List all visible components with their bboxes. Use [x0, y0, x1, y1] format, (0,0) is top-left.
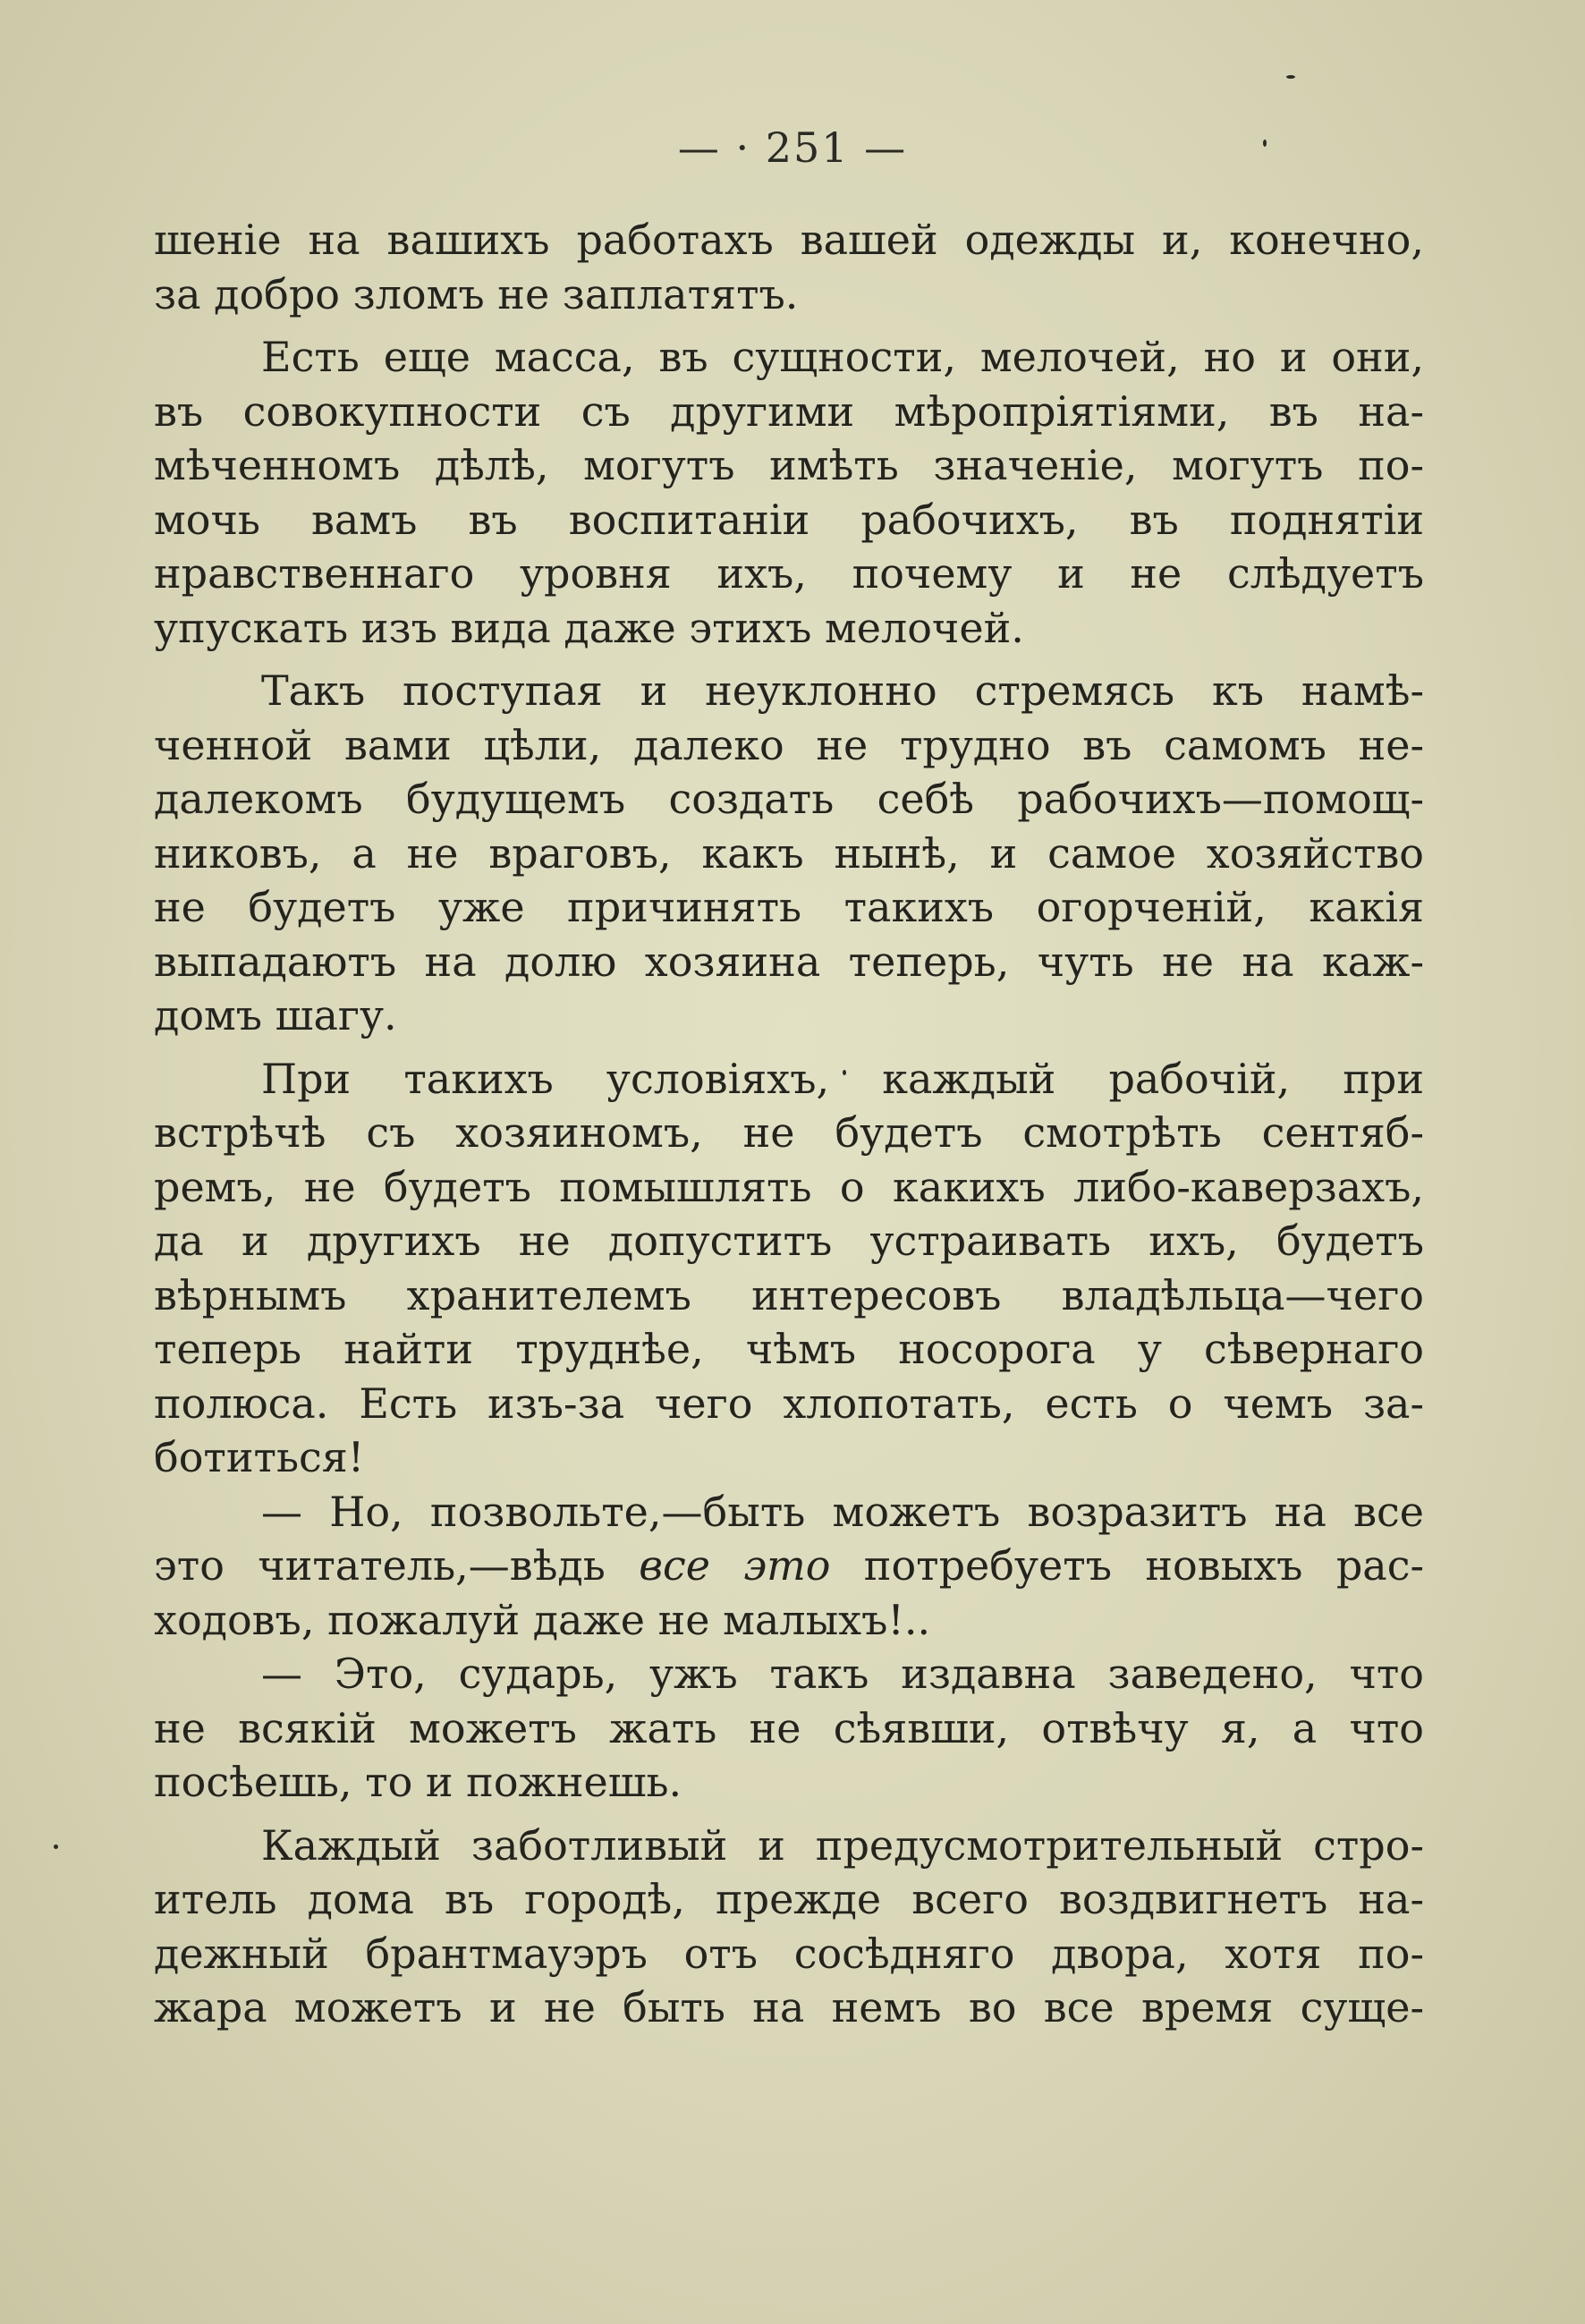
text-line: ченной вами цѣли, далеко не трудно въ самомъ не- [154, 720, 1424, 769]
text-line: никовъ, а не враговъ, какъ нынѣ, и самое хозяйство [154, 828, 1424, 878]
text-line: вѣрнымъ хранителемъ интересовъ владѣльца—чего [154, 1270, 1424, 1319]
page-number: — · 251 — [677, 123, 908, 172]
text-line: шеніе на вашихъ работахъ вашей одежды и, конечно, [154, 216, 1424, 264]
text-line: Каждый заботливый и предусмотрительный стро- [261, 1820, 1424, 1870]
line-end: потребуетъ новыхъ рас- [830, 1541, 1424, 1590]
text-line: не всякій можетъ жать не сѣявши, отвѣчу я, а что [154, 1703, 1424, 1752]
text-line: упускать изъ вида даже этихъ мелочей. [154, 603, 1024, 652]
text-line: посѣешь, то и пожнешь. [154, 1758, 682, 1806]
text-line: Такъ поступая и неуклонно стремясь къ намѣ- [261, 666, 1424, 715]
paragraph-6 [154, 1647, 1424, 1810]
paragraph-5 [154, 1485, 1424, 1648]
ink-speck [1286, 75, 1295, 79]
text-line: не будетъ уже причинять такихъ огорченій, какія [154, 883, 1424, 931]
text-line: домъ шагу. [154, 991, 397, 1039]
text-line: ходовъ, пожалуй даже не малыхъ!.. [154, 1595, 931, 1644]
paragraph-4 [154, 1052, 1424, 1485]
text-line: мочь вамъ въ воспитаніи рабочихъ, въ поднятіи [154, 495, 1424, 544]
text-line: да и другихъ не допуститъ устраивать ихъ, будетъ [154, 1217, 1424, 1265]
text-line: дежный брантмауэръ отъ сосѣдняго двора, хотя по- [154, 1929, 1424, 1978]
line-start: это читатель,—вѣдь [154, 1541, 640, 1590]
text-line: мѣченномъ дѣлѣ, могутъ имѣть значеніе, могутъ по- [154, 441, 1424, 489]
text-line [154, 1539, 1424, 1593]
paragraph-2 [154, 330, 1424, 655]
text-line: выпадаютъ на долю хозяина теперь, чуть не на каж- [154, 937, 1424, 986]
ink-speck [54, 1845, 58, 1849]
text-line: жара можетъ и не быть на немъ во все время суще- [154, 1983, 1424, 2031]
italic-phrase: все это [639, 1541, 831, 1590]
text-line: теперь найти труднѣе, чѣмъ носорога у сѣвернаго [154, 1325, 1424, 1373]
text-line: нравственнаго уровня ихъ, почему и не слѣдуетъ [154, 549, 1424, 598]
text-line: полюса. Есть изъ-за чего хлопотать, есть о чемъ за- [154, 1378, 1424, 1428]
text-line: Есть еще масса, въ сущности, мелочей, но и они, [261, 333, 1424, 381]
text-line: за добро зломъ не заплатятъ. [154, 269, 799, 318]
paragraph-1 [154, 213, 1424, 321]
text-line: ботиться! [154, 1433, 365, 1481]
text-line: При такихъ условіяхъ, каждый рабочій, при [261, 1054, 1424, 1103]
text-line: ремъ, не будетъ помышлять о какихъ либо-каверзахъ, [154, 1162, 1424, 1211]
text-line: — Это, сударь, ужъ такъ издавна заведено, что [261, 1650, 1424, 1698]
text-line: встрѣчѣ съ хозяиномъ, не будетъ смотрѣть сентяб- [154, 1108, 1424, 1157]
paragraph-3 [154, 664, 1424, 1043]
body-text [154, 213, 1424, 2035]
text-line: — Но, позвольте,—быть можетъ возразитъ на все [261, 1487, 1424, 1536]
paragraph-7 [154, 1819, 1424, 2035]
text-line: итель дома въ городѣ, прежде всего воздвигнетъ на- [154, 1875, 1424, 1923]
text-line: далекомъ будущемъ создать себѣ рабочихъ—помощ- [154, 775, 1424, 823]
text-line: въ совокупности съ другими мѣропріятіями, въ на- [154, 386, 1424, 436]
